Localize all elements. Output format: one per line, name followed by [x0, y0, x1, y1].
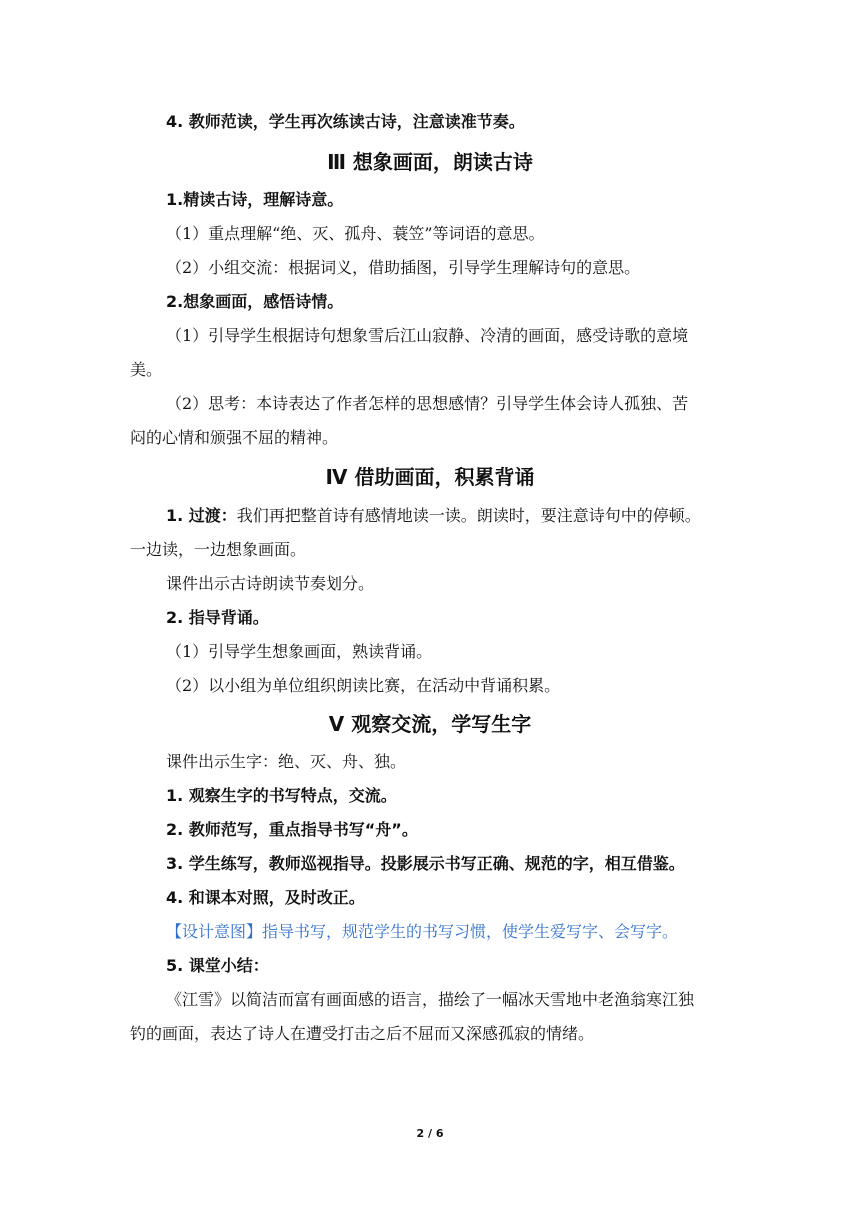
s3-point-2-sub-1-line-1: （1）引导学生根据诗句想象雪后江山寂静、冷清的画面，感受诗歌的意境: [166, 326, 689, 345]
s3-point-1-sub-2: （2）小组交流：根据词义，借助插图，引导学生理解诗句的意思。: [166, 258, 641, 277]
section-4-heading: Ⅳ 借助画面，积累背诵: [325, 465, 535, 489]
page-number: 2 / 6: [416, 1127, 444, 1140]
s4-point-1-label: 1. 过渡：: [166, 506, 237, 525]
s4-point-1-line-1: [166, 506, 740, 526]
step-4-read-aloud: 4. 教师范读，学生再次练读古诗，注意读准节奏。: [166, 112, 525, 131]
summary-line-1: 《江雪》以简洁而富有画面感的语言，描绘了一幅冰天雪地中老渔翁寒江独: [166, 990, 695, 1009]
s4-point-2-sub-1: （1）引导学生想象画面，熟读背诵。: [166, 642, 433, 661]
section-5-heading: Ⅴ 观察交流，学写生字: [328, 712, 532, 736]
s5-intro: 课件出示生字：绝、灭、舟、独。: [166, 752, 407, 771]
s3-point-2-sub-2-line-2: 闷的心情和颁强不屈的精神。: [130, 428, 339, 447]
s4-point-2-title: 2. 指导背诵。: [166, 608, 269, 627]
s5-item-1: 1. 观察生字的书写特点，交流。: [166, 786, 397, 805]
s4-courseware-note: 课件出示古诗朗读节奏划分。: [166, 574, 375, 593]
summary-line-2: 钓的画面，表达了诗人在遭受打击之后不屈而又深感孤寂的情绪。: [130, 1024, 595, 1043]
s4-point-2-sub-2: （2）以小组为单位组织朗读比赛，在活动中背诵积累。: [166, 676, 561, 695]
s5-item-2: 2. 教师范写，重点指导书写“舟”。: [166, 820, 418, 839]
section-3-heading: Ⅲ 想象画面，朗读古诗: [327, 150, 533, 174]
design-intent-note: 【设计意图】指导书写，规范学生的书写习惯，使学生爱写字、会写字。: [166, 922, 679, 941]
s5-item-4: 4. 和课本对照，及时改正。: [166, 888, 365, 907]
s3-point-2-sub-2-line-1: （2）思考：本诗表达了作者怎样的思想感情？引导学生体会诗人孤独、苦: [166, 394, 689, 413]
s3-point-2-sub-1-line-2: 美。: [130, 360, 163, 379]
s3-point-1-title: 1.精读古诗，理解诗意。: [166, 190, 344, 209]
s5-item-3: 3. 学生练写，教师巡视指导。投影展示书写正确、规范的字，相互借鉴。: [166, 854, 685, 873]
s3-point-1-sub-1: （1）重点理解“绝、灭、孤舟、蓑笠”等词语的意思。: [166, 224, 545, 243]
s5-item-5: 5. 课堂小结：: [166, 956, 269, 975]
s4-point-1-line-2: 一边读，一边想象画面。: [130, 540, 307, 559]
s4-point-1-text: 我们再把整首诗有感情地读一读。朗读时，要注意诗句中的停顿。: [236, 506, 701, 525]
s3-point-2-title: 2.想象画面，感悟诗情。: [166, 292, 344, 311]
